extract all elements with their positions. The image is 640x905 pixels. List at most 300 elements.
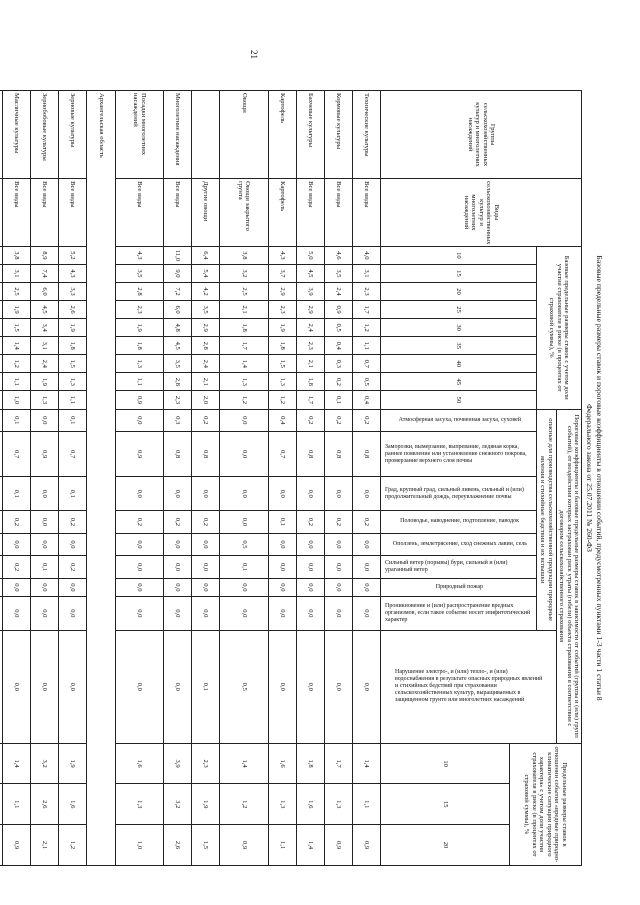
cell-base-rate: 1,7 (296, 391, 324, 409)
cell-kind: Другие овощи (192, 179, 220, 247)
cell-base-rate: 4,0 (353, 246, 381, 264)
cell-event-coef: 0,0 (30, 477, 58, 511)
cell-base-rate (0, 355, 2, 373)
cell-event-coef (0, 477, 2, 511)
cell-base-rate: 3,5 (324, 264, 352, 282)
cell-base-rate: 11,0 (163, 246, 191, 264)
cell-event-coef: 0,0 (268, 477, 296, 511)
cell-base-rate: 1,5 (2, 319, 30, 337)
cell-event-coef: 0,0 (192, 477, 220, 511)
cell-event-coef: 0,5 (220, 533, 268, 556)
cell-event-coef: 0,0 (296, 533, 324, 556)
header-deductible-7: 45 (381, 373, 536, 391)
cell-base-rate: 2,6 (59, 301, 87, 319)
cell-base-rate: 4,2 (192, 283, 220, 301)
cell-event-coef: 0,2 (353, 511, 381, 534)
header-limit-deductible-0: 10 (381, 743, 509, 784)
cell-event-coef: 0,2 (163, 511, 191, 534)
cell-event-coef: 0,8 (163, 432, 191, 477)
table-head (381, 91, 582, 866)
cell-limit-rate: 1,8 (296, 743, 324, 784)
cell-event-coef: 0,0 (220, 477, 268, 511)
cell-base-rate: 4,3 (268, 246, 296, 264)
cell-group (0, 91, 2, 179)
cell-event-coef (0, 578, 2, 596)
header-deductible-2: 20 (381, 283, 536, 301)
cell-base-rate (0, 283, 2, 301)
cell-event-coef: 0,0 (324, 578, 352, 596)
cell-base-rate: 1,2 (353, 319, 381, 337)
cell-event-coef: 0,0 (220, 409, 268, 432)
cell-kind: Все виды (2, 179, 30, 247)
cell-event-coef: 0,2 (192, 511, 220, 534)
table-row (324, 91, 352, 866)
cell-kind: Все виды (296, 179, 324, 247)
table-row (296, 91, 324, 866)
cell-base-rate: 2,3 (353, 283, 381, 301)
cell-limit-rate (0, 825, 2, 866)
header-event-3: Половодье, наводнение, подтопление, паводок (381, 511, 536, 534)
cell-base-rate: 1,8 (115, 337, 163, 355)
header-deductible-4: 30 (381, 319, 536, 337)
cell-base-rate: 1,2 (220, 391, 268, 409)
cell-event-coef (0, 533, 2, 556)
cell-base-rate (0, 246, 2, 264)
table-row (0, 91, 2, 866)
cell-event-coef: 0,8 (192, 432, 220, 477)
cell-base-rate: 5,0 (296, 246, 324, 264)
cell-event-coef: 0,0 (353, 477, 381, 511)
table-row (353, 91, 381, 866)
cell-violation-coef: 0,0 (59, 630, 87, 743)
cell-limit-rate: 1,5 (192, 825, 220, 866)
cell-limit-rate: 2,3 (192, 743, 220, 784)
cell-base-rate: 3,5 (115, 264, 163, 282)
cell-base-rate: 2,4 (30, 355, 58, 373)
cell-base-rate: 2,0 (192, 391, 220, 409)
cell-base-rate: 3,5 (163, 355, 191, 373)
cell-base-rate: 0,3 (324, 355, 352, 373)
cell-base-rate: 2,8 (115, 283, 163, 301)
cell-base-rate: 1,5 (59, 355, 87, 373)
cell-base-rate (0, 373, 2, 391)
cell-limit-rate (0, 784, 2, 825)
cell-base-rate: 1,2 (2, 355, 30, 373)
cell-event-coef: 0,0 (220, 432, 268, 477)
cell-event-coef: 0,1 (30, 556, 58, 579)
cell-group: Посадки многолетних насаждений (115, 91, 163, 179)
cell-event-coef: 0,0 (2, 596, 30, 630)
cell-limit-rate: 1,7 (324, 743, 352, 784)
cell-event-coef: 0,0 (268, 533, 296, 556)
cell-event-coef: 0,0 (115, 596, 163, 630)
cell-base-rate: 1,9 (2, 301, 30, 319)
cell-event-coef: 0,0 (115, 477, 163, 511)
cell-group: Технические культуры (353, 91, 381, 179)
cell-base-rate: 2,3 (115, 301, 163, 319)
cell-base-rate: 0,4 (324, 337, 352, 355)
cell-event-coef: 0,0 (192, 533, 220, 556)
cell-limit-rate: 1,9 (192, 784, 220, 825)
cell-event-coef: 0,0 (192, 578, 220, 596)
cell-base-rate: 5,4 (192, 264, 220, 282)
header-event-4: Оползень, землетрясение, сход снежных лавин, сель (381, 533, 536, 556)
cell-base-rate: 1,9 (268, 319, 296, 337)
cell-base-rate: 1,1 (353, 337, 381, 355)
cell-event-coef: 0,0 (353, 556, 381, 579)
cell-event-coef: 0,4 (268, 409, 296, 432)
cell-event-coef: 0,0 (353, 596, 381, 630)
cell-event-coef: 0,0 (59, 578, 87, 596)
cell-violation-coef: 0,0 (2, 630, 30, 743)
cell-event-coef: 0,2 (59, 511, 87, 534)
cell-base-rate: 1,1 (115, 373, 163, 391)
cell-event-coef: 0,2 (192, 409, 220, 432)
header-event-5: Сильный ветер (порывы) бури, сильный и (или) ураганный ветер (381, 556, 536, 579)
cell-base-rate: 7,4 (30, 264, 58, 282)
cell-event-coef: 0,0 (324, 556, 352, 579)
cell-base-rate: 2,1 (296, 355, 324, 373)
cell-event-coef: 0,0 (324, 596, 352, 630)
cell-limit-rate: 0,9 (353, 825, 381, 866)
cell-kind: Картофель (268, 179, 296, 247)
cell-event-coef: 0,0 (296, 596, 324, 630)
cell-event-coef: 0,0 (296, 556, 324, 579)
cell-violation-coef (0, 630, 2, 743)
cell-base-rate: 4,5 (296, 264, 324, 282)
cell-event-coef: 0,0 (59, 533, 87, 556)
cell-event-coef: 0,9 (115, 432, 163, 477)
cell-base-rate: 9,0 (163, 264, 191, 282)
cell-event-coef: 0,2 (296, 511, 324, 534)
cell-base-rate: 6,4 (192, 246, 220, 264)
table-row (163, 91, 191, 866)
cell-base-rate: 2,4 (324, 283, 352, 301)
cell-event-coef: 0,0 (268, 556, 296, 579)
cell-kind: Все виды (59, 179, 87, 247)
cell-base-rate: 3,3 (59, 283, 87, 301)
cell-base-rate: 3,1 (30, 337, 58, 355)
cell-event-coef: 0,0 (192, 556, 220, 579)
cell-limit-rate: 1,4 (2, 743, 30, 784)
table-row (30, 91, 58, 866)
cell-event-coef: 0,0 (30, 533, 58, 556)
cell-event-coef (0, 432, 2, 477)
cell-base-rate: 4,6 (324, 246, 352, 264)
cell-kind: Все виды (115, 179, 163, 247)
cell-event-coef: 0,0 (296, 578, 324, 596)
cell-limit-rate: 1,4 (353, 743, 381, 784)
cell-event-coef: 0,0 (163, 533, 191, 556)
cell-base-rate: 1,3 (30, 391, 58, 409)
cell-violation-coef: 0,0 (296, 630, 324, 743)
cell-base-rate: 1,1 (2, 373, 30, 391)
cell-event-coef: 0,2 (324, 511, 352, 534)
cell-event-coef: 0,0 (30, 578, 58, 596)
cell-event-coef: 0,1 (2, 409, 30, 432)
cell-event-coef: 0,0 (163, 596, 191, 630)
cell-event-coef: 0,1 (59, 409, 87, 432)
cell-kind (0, 179, 2, 247)
header-natural-events: опасные для производства сельскохозяйственной продукции природные явления и стихийные бедствия и их вспышки (536, 409, 556, 630)
cell-base-rate: 4,3 (59, 264, 87, 282)
cell-base-rate: 3,2 (220, 264, 268, 282)
cell-event-coef: 0,0 (324, 533, 352, 556)
header-deductible-0: 10 (381, 246, 536, 264)
cell-event-coef: 0,9 (30, 432, 58, 477)
section-row (87, 91, 115, 866)
cell-base-rate: 4,3 (115, 246, 163, 264)
cell-event-coef: 0,0 (30, 511, 58, 534)
header-base-rates: Базовые предельные размеры ставок с учетом доли участия страхователя в риске (в процентах от страховой суммы), % (536, 246, 581, 409)
rates-table (0, 90, 582, 866)
cell-base-rate: 1,4 (220, 355, 268, 373)
cell-limit-rate: 1,2 (220, 784, 268, 825)
cell-violation-coef: 0,0 (115, 630, 163, 743)
table-body (0, 91, 381, 866)
cell-event-coef: 0,2 (2, 556, 30, 579)
cell-base-rate (0, 264, 2, 282)
cell-base-rate (0, 301, 2, 319)
cell-event-coef: 0,0 (59, 596, 87, 630)
cell-event-coef: 0,0 (115, 409, 163, 432)
header-violation: Нарушение электро-, и (или) тепло-, и (или) водоснабжения в результате опасных природных явлений и стихийных бедствий при страховании сельскохозяйственных культур, выращиваемых в защищенном грунте или многолетних насаждений (381, 630, 556, 743)
cell-event-coef: 0,0 (163, 477, 191, 511)
cell-event-coef: 0,0 (324, 477, 352, 511)
cell-limit-rate: 3,9 (163, 743, 191, 784)
cell-event-coef (0, 596, 2, 630)
cell-event-coef: 0,0 (163, 556, 191, 579)
cell-event-coef: 0,7 (2, 432, 30, 477)
cell-event-coef: 0,7 (59, 432, 87, 477)
header-thresholds: Пороговые коэффициенты и базовые предельные размеры ставок в зависимости от событий (группы и (или) групп событий), от воздействия которых застрахован риск утраты (гибели) объекта страхования в соответствии с договором сельскохозяйственного страхования (556, 409, 581, 743)
cell-event-coef: 0,2 (2, 511, 30, 534)
cell-kind: Все виды (324, 179, 352, 247)
header-event-7: Проникновение и (или) распространение вредных организмов, если такое событие носит эпифитотический характер (381, 596, 536, 630)
cell-event-coef: 0,8 (296, 432, 324, 477)
cell-base-rate: 1,9 (59, 319, 87, 337)
cell-event-coef: 0,1 (220, 556, 268, 579)
cell-limit-rate: 0,9 (2, 825, 30, 866)
cell-event-coef: 0,0 (220, 511, 268, 534)
cell-base-rate: 2,9 (268, 283, 296, 301)
cell-group: Овощи (220, 91, 268, 179)
cell-group: Зерновые культуры (59, 91, 87, 179)
document-body (13, 90, 604, 866)
cell-base-rate: 7,2 (163, 283, 191, 301)
cell-group (192, 91, 220, 179)
header-limits: Предельные размеры ставок в отношении события «вредные природно-климатические ситуации природного характера» с учетом доли участия страхователя в риске (в процентах от страховой суммы), % (509, 743, 581, 865)
cell-event-coef (0, 556, 2, 579)
cell-base-rate: 2,4 (192, 355, 220, 373)
cell-base-rate (0, 319, 2, 337)
cell-group: Масличные культуры (2, 91, 30, 179)
cell-base-rate: 1,3 (115, 355, 163, 373)
cell-base-rate: 3,1 (2, 264, 30, 282)
header-event-2: Град, крупный град, сильный ливень, сильный и (или) продолжительный дождь, переувлажнение почвы (381, 477, 536, 511)
cell-event-coef: 0,0 (115, 556, 163, 579)
cell-event-coef: 0,0 (220, 578, 268, 596)
cell-base-rate: 1,3 (268, 373, 296, 391)
cell-limit-rate: 2,6 (163, 825, 191, 866)
cell-base-rate: 1,0 (2, 391, 30, 409)
cell-base-rate: 2,8 (192, 337, 220, 355)
cell-base-rate: 6,0 (163, 301, 191, 319)
cell-limit-rate: 1,6 (59, 784, 87, 825)
header-deductible-5: 35 (381, 337, 536, 355)
cell-event-coef: 0,0 (220, 596, 268, 630)
section-title: Архангельская область (87, 91, 115, 866)
cell-base-rate: 2,4 (296, 319, 324, 337)
cell-kind: Все виды (30, 179, 58, 247)
cell-base-rate: 1,3 (59, 373, 87, 391)
cell-base-rate: 2,3 (296, 337, 324, 355)
header-deductible-8: 50 (381, 391, 536, 409)
cell-event-coef: 0,2 (324, 409, 352, 432)
cell-limit-rate: 1,6 (296, 784, 324, 825)
cell-event-coef: 0,2 (59, 556, 87, 579)
cell-base-rate: 0,5 (353, 373, 381, 391)
cell-base-rate: 1,1 (59, 391, 87, 409)
cell-base-rate: 1,8 (220, 319, 268, 337)
cell-base-rate: 2,5 (2, 283, 30, 301)
cell-limit-rate: 2,1 (30, 825, 58, 866)
cell-base-rate: 1,9 (115, 319, 163, 337)
header-kinds: Виды сельскохозяйственных культур и многолетних насаждений (381, 179, 582, 247)
cell-limit-rate: 1,2 (59, 825, 87, 866)
cell-event-coef: 0,2 (353, 409, 381, 432)
cell-base-rate: 1,8 (59, 337, 87, 355)
cell-group: Бахчевые культуры (296, 91, 324, 179)
cell-limit-rate: 2,6 (30, 784, 58, 825)
cell-base-rate (0, 391, 2, 409)
cell-limit-rate: 1,4 (296, 825, 324, 866)
table-subtitle: Федерального закона от 25.07.2011 № 260-ФЗ (585, 404, 594, 552)
table-row (59, 91, 87, 866)
cell-base-rate: 1,5 (268, 355, 296, 373)
cell-base-rate: 1,3 (220, 373, 268, 391)
header-deductible-1: 15 (381, 264, 536, 282)
header-limit-deductible-1: 15 (381, 784, 509, 825)
cell-violation-coef: 0,0 (353, 630, 381, 743)
cell-base-rate: 2,9 (192, 319, 220, 337)
cell-group: Многолетние насаждения (163, 91, 191, 179)
cell-event-coef: 0,0 (163, 578, 191, 596)
cell-event-coef: 0,0 (296, 477, 324, 511)
cell-base-rate: 4,5 (30, 301, 58, 319)
cell-base-rate: 2,5 (220, 283, 268, 301)
cell-event-coef: 0,3 (163, 409, 191, 432)
cell-event-coef: 0,2 (115, 511, 163, 534)
cell-kind: Все виды (163, 179, 191, 247)
cell-event-coef: 0,8 (324, 432, 352, 477)
cell-base-rate: 1,7 (353, 301, 381, 319)
cell-base-rate: 0,2 (324, 373, 352, 391)
cell-base-rate: 3,8 (220, 246, 268, 264)
cell-base-rate: 4,8 (163, 319, 191, 337)
cell-base-rate: 3,7 (268, 264, 296, 282)
cell-limit-rate: 1,6 (115, 743, 163, 784)
cell-base-rate: 1,9 (30, 373, 58, 391)
cell-base-rate: 4,5 (163, 337, 191, 355)
cell-kind: Все виды (353, 179, 381, 247)
cell-limit-rate: 1,0 (115, 825, 163, 866)
cell-base-rate: 3,4 (30, 319, 58, 337)
cell-event-coef: 0,0 (268, 578, 296, 596)
cell-base-rate: 0,9 (324, 301, 352, 319)
cell-base-rate: 2,3 (163, 391, 191, 409)
header-group: Группы сельскохозяйственных культур и многолетних насаждений (381, 91, 582, 179)
cell-limit-rate: 1,6 (268, 743, 296, 784)
page-number: 21 (249, 50, 259, 59)
cell-base-rate: 0,4 (353, 391, 381, 409)
cell-base-rate: 3,1 (353, 264, 381, 282)
cell-event-coef: 0,7 (268, 432, 296, 477)
table-title: Базовые предельные размеры ставок и пороговые коэффициенты в отношении событий, предусмотренных пунктами 1-3 части 1 статьи 8 (595, 255, 604, 701)
cell-limit-rate: 1,1 (268, 825, 296, 866)
table-row (115, 91, 163, 866)
cell-base-rate: 2,1 (220, 301, 268, 319)
cell-base-rate: 8,9 (30, 246, 58, 264)
header-deductible-6: 40 (381, 355, 536, 373)
table-row (2, 91, 30, 866)
table-row (192, 91, 220, 866)
cell-violation-coef: 0,0 (324, 630, 352, 743)
cell-limit-rate: 1,3 (324, 784, 352, 825)
cell-base-rate: 6,0 (30, 283, 58, 301)
cell-event-coef: 0,0 (115, 533, 163, 556)
cell-limit-rate: 1,4 (220, 743, 268, 784)
cell-base-rate: 1,8 (268, 337, 296, 355)
cell-event-coef: 0,0 (30, 596, 58, 630)
cell-base-rate: 5,2 (59, 246, 87, 264)
table-row (268, 91, 296, 866)
cell-event-coef: 0,0 (192, 596, 220, 630)
cell-base-rate: 0,7 (353, 355, 381, 373)
cell-event-coef (0, 511, 2, 534)
cell-base-rate: 3,8 (2, 246, 30, 264)
cell-event-coef: 0,1 (2, 477, 30, 511)
cell-limit-rate: 0,9 (324, 825, 352, 866)
cell-limit-rate: 1,1 (2, 784, 30, 825)
header-limit-deductible-2: 20 (381, 825, 509, 866)
cell-limit-rate: 1,9 (59, 743, 87, 784)
cell-base-rate: 2,1 (192, 373, 220, 391)
cell-violation-coef: 0,0 (30, 630, 58, 743)
cell-event-coef (0, 409, 2, 432)
cell-base-rate: 2,3 (268, 301, 296, 319)
cell-base-rate: 1,8 (296, 373, 324, 391)
cell-group: Зернобобовые культуры (30, 91, 58, 179)
cell-event-coef: 0,0 (30, 409, 58, 432)
cell-limit-rate: 1,3 (268, 784, 296, 825)
cell-base-rate: 1,4 (2, 337, 30, 355)
header-event-0: Атмосферная засуха, почвенная засуха, суховей (381, 409, 536, 432)
cell-event-coef: 0,8 (353, 432, 381, 477)
header-deductible-3: 25 (381, 301, 536, 319)
cell-event-coef: 0,0 (353, 578, 381, 596)
cell-group: Картофель (268, 91, 296, 179)
header-event-6: Природный пожар (381, 578, 536, 596)
cell-limit-rate: 1,1 (353, 784, 381, 825)
cell-violation-coef: 0,5 (220, 630, 268, 743)
cell-event-coef: 0,0 (2, 578, 30, 596)
cell-event-coef: 0,0 (2, 533, 30, 556)
cell-violation-coef: 0,0 (268, 630, 296, 743)
cell-event-coef: 0,1 (268, 511, 296, 534)
cell-group: Кормовые культуры (324, 91, 352, 179)
cell-event-coef: 0,0 (115, 578, 163, 596)
